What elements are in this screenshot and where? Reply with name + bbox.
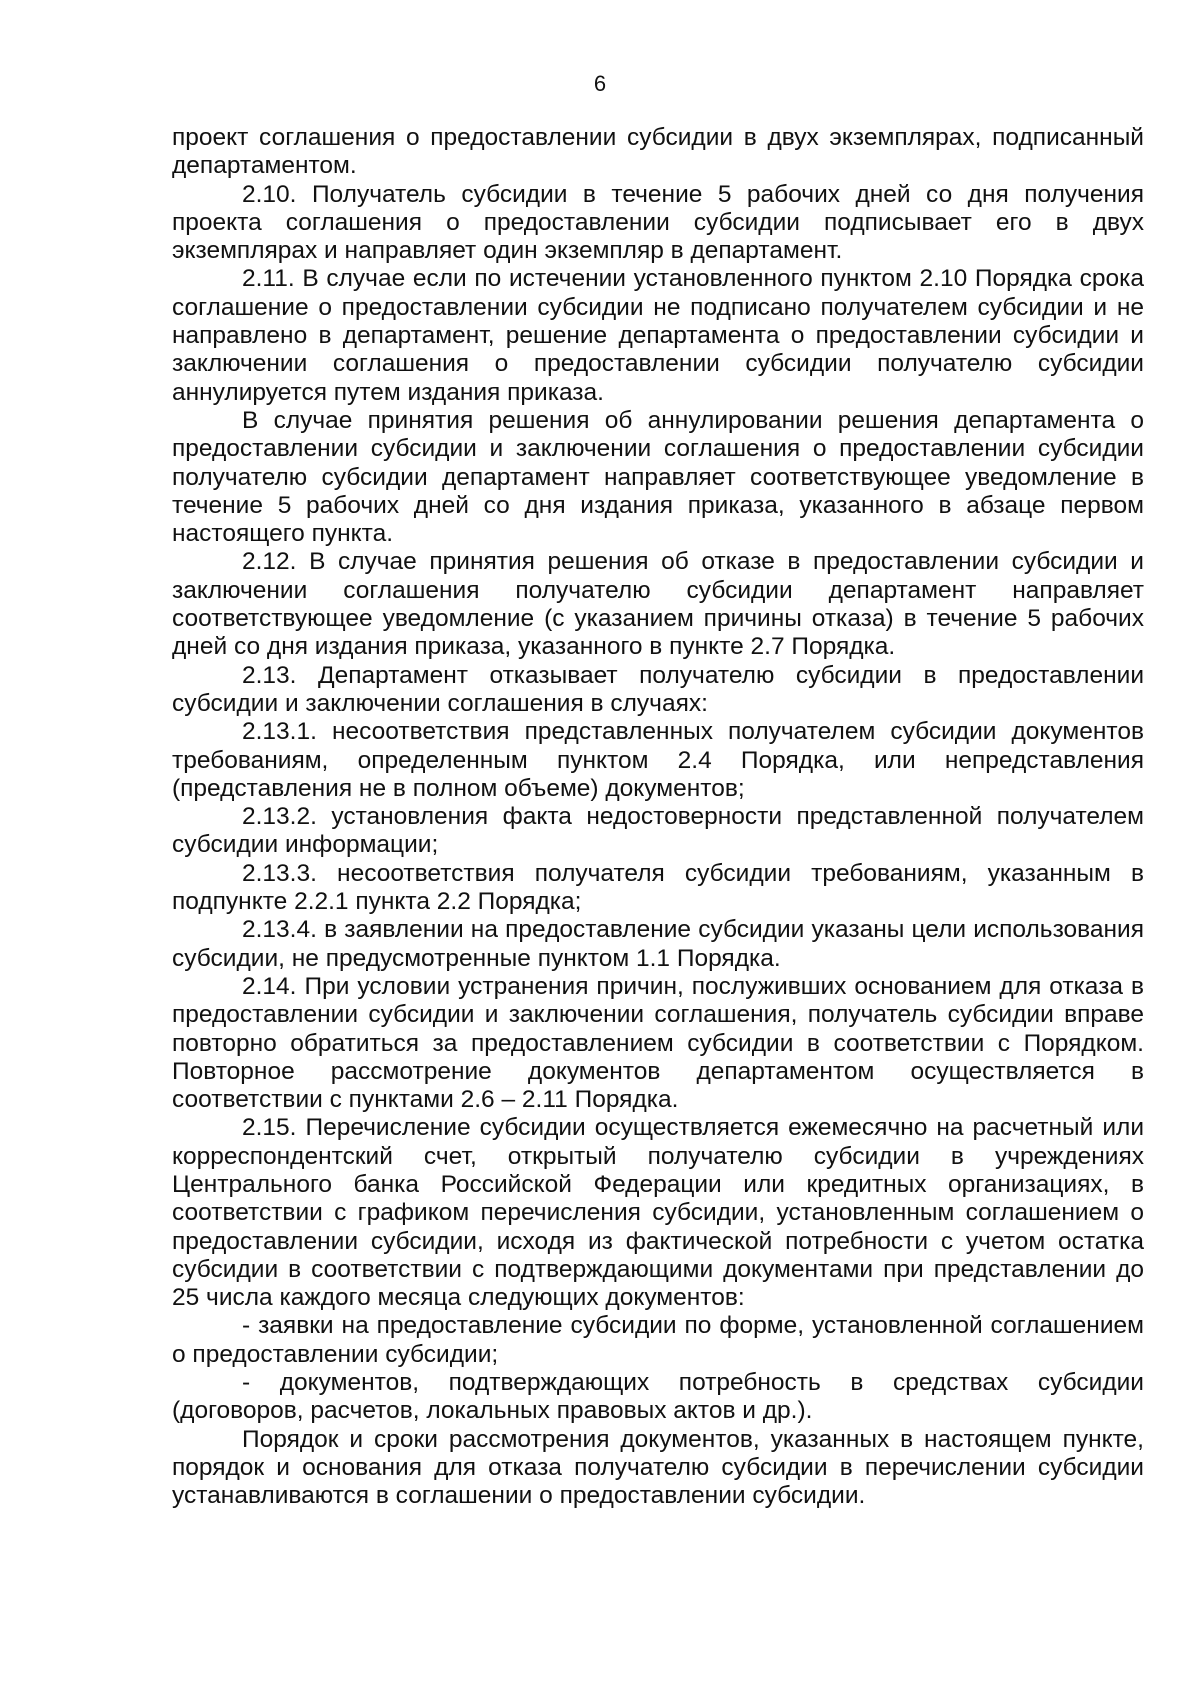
paragraph-2-10: 2.10. Получатель субсидии в течение 5 рабочих дней со дня получения проекта соглашения о предоставлении субсидии подписывает его в двух экземплярах и направляет один экземпляр в департамент. (172, 180, 1144, 265)
paragraph-continuation: проект соглашения о предоставлении субсидии в двух экземплярах, подписанный департаментом. (172, 124, 1144, 180)
paragraph-2-14: 2.14. При условии устранения причин, послуживших основанием для отказа в предоставлении субсидии и заключении соглашения, получатель субсидии вправе повторно обратиться за предоставлением субсидии в соответствии с Порядком. Повторное рассмотрение документов департаментом осуществляется в соответствии с пунктами 2.6 – 2.11 Порядка. (172, 972, 1144, 1114)
paragraph-2-11-annulment: В случае принятия решения об аннулировании решения департамента о предоставлении субсидии и заключении соглашения о предоставлении субсидии получателю субсидии департамент направляет соответствующее уведомление в течение 5 рабочих дней со дня издания приказа, указанного в абзаце первом настоящего пункта. (172, 406, 1144, 548)
paragraph-2-11: 2.11. В случае если по истечении установленного пунктом 2.10 Порядка срока соглашение о предоставлении субсидии не подписано получателем субсидии и не направлено в департамент, решение департамента о предоставлении субсидии и заключении соглашения о предоставлении субсидии получателю субсидии аннулируется путем издания приказа. (172, 265, 1144, 406)
list-item-application: - заявки на предоставление субсидии по форме, установленной соглашением о предоставлении субсидии; (172, 1312, 1144, 1368)
page-number: 6 (593, 71, 607, 96)
paragraph-procedure: Порядок и сроки рассмотрения документов, указанных в настоящем пункте, порядок и основания для отказа получателю субсидии в перечислении субсидии устанавливаются в соглашении о предоставлении субсидии. (172, 1425, 1144, 1510)
paragraph-2-15: 2.15. Перечисление субсидии осуществляется ежемесячно на расчетный или корреспондентский счет, открытый получателю субсидии в учреждениях Центрального банка Российской Федерации или кредитных организациях, в соответствии с графиком перечисления субсидии, установленным соглашением о предоставлении субсидии, исходя из фактической потребности с учетом остатка субсидии в соответствии с подтверждающими документами при представлении до 25 числа каждого месяца следующих документов: (172, 1114, 1144, 1312)
document-body (172, 124, 1144, 1511)
list-item-documents: - документов, подтверждающих потребность в средствах субсидии (договоров, расчетов, локальных правовых актов и др.). (172, 1369, 1144, 1425)
paragraph-2-12: 2.12. В случае принятия решения об отказе в предоставлении субсидии и заключении соглашения получателю субсидии департамент направляет соответствующее уведомление (с указанием причины отказа) в течение 5 рабочих дней со дня издания приказа, указанного в пункте 2.7 Порядка. (172, 548, 1144, 661)
paragraph-2-13-2: 2.13.2. установления факта недостоверности представленной получателем субсидии информации; (172, 803, 1144, 859)
paragraph-2-13-4: 2.13.4. в заявлении на предоставление субсидии указаны цели использования субсидии, не предусмотренные пунктом 1.1 Порядка. (172, 916, 1144, 972)
paragraph-2-13-3: 2.13.3. несоответствия получателя субсидии требованиям, указанным в подпункте 2.2.1 пункта 2.2 Порядка; (172, 859, 1144, 916)
paragraph-2-13-1: 2.13.1. несоответствия представленных получателем субсидии документов требованиям, определенным пунктом 2.4 Порядка, или непредставления (представления не в полном объеме) документов; (172, 718, 1144, 802)
paragraph-2-13: 2.13. Департамент отказывает получателю субсидии в предоставлении субсидии и заключении соглашения в случаях: (172, 661, 1144, 717)
